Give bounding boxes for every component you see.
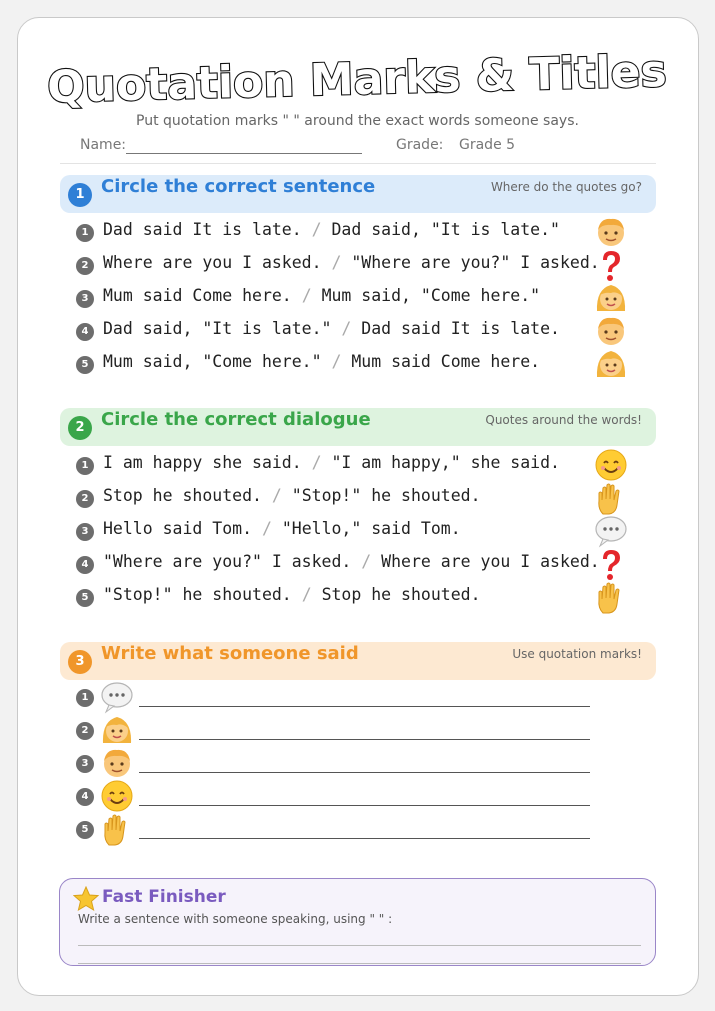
answer-options (103, 286, 540, 305)
option-b[interactable]: "Stop!" he shouted. (291, 486, 481, 505)
line-number: 2 (76, 722, 94, 740)
answer-options (103, 253, 600, 272)
option-separator: / (311, 220, 322, 239)
option-b[interactable]: Mum said, "Come here." (321, 286, 541, 305)
grade-value: Grade 5 (459, 137, 516, 153)
fast-finisher-box (59, 878, 656, 966)
question-number: 5 (76, 356, 94, 374)
raised-hand-icon (100, 812, 134, 846)
page-title: Quotation Marks & Titles (46, 46, 668, 114)
section-hint: Quotes around the words! (485, 413, 642, 427)
option-b[interactable]: "Where are you?" I asked. (351, 253, 600, 272)
name-label: Name: (80, 137, 127, 153)
fast-finisher-instruction: Write a sentence with someone speaking, using " " : (78, 912, 393, 926)
answer-options (103, 220, 560, 239)
option-separator: / (301, 286, 312, 305)
option-a[interactable]: "Stop!" he shouted. (103, 585, 292, 604)
section-title: Write what someone said (101, 643, 359, 664)
smiley-face-icon (594, 448, 628, 482)
option-b[interactable]: Stop he shouted. (321, 585, 481, 604)
section-number: 2 (68, 416, 92, 440)
option-separator: / (311, 453, 322, 472)
option-b[interactable]: Dad said It is late. (361, 319, 560, 338)
section-hint: Where do the quotes go? (490, 180, 642, 194)
raised-hand-icon (594, 481, 628, 515)
option-separator: / (271, 486, 282, 505)
answer-options (103, 319, 560, 338)
answer-options (103, 519, 461, 538)
answer-options (103, 453, 560, 472)
subtitle: Put quotation marks " " around the exact words someone says. (136, 113, 579, 129)
answer-line[interactable] (78, 945, 641, 946)
boy-face-icon (594, 215, 628, 249)
option-a[interactable]: Stop he shouted. (103, 486, 262, 505)
woman-face-icon (594, 347, 628, 381)
line-number: 1 (76, 689, 94, 707)
answer-options (103, 352, 540, 371)
section-title: Circle the correct dialogue (101, 409, 371, 430)
option-a[interactable]: Mum said, "Come here." (103, 352, 322, 371)
answer-options (103, 552, 600, 571)
speech-bubble-icon (100, 680, 134, 714)
raised-hand-icon (594, 580, 628, 614)
section-2-header (60, 408, 656, 446)
speech-bubble-icon (594, 514, 628, 548)
star-icon (73, 886, 99, 912)
boy-face-icon (100, 746, 134, 780)
question-number: 3 (76, 523, 94, 541)
question-number: 2 (76, 257, 94, 275)
option-a[interactable]: Mum said Come here. (103, 286, 292, 305)
section-title: Circle the correct sentence (101, 176, 376, 197)
question-number: 1 (76, 224, 94, 242)
option-a[interactable]: I am happy she said. (103, 453, 302, 472)
option-a[interactable]: Hello said Tom. (103, 519, 253, 538)
boy-face-icon (594, 314, 628, 348)
writing-line[interactable] (139, 706, 590, 707)
question-number: 5 (76, 589, 94, 607)
fast-finisher-title: Fast Finisher (102, 887, 226, 907)
writing-line[interactable] (139, 838, 590, 839)
question-number: 1 (76, 457, 94, 475)
question-mark-icon (594, 547, 628, 581)
title-banner (0, 46, 715, 116)
answer-options (103, 585, 481, 604)
answer-options (103, 486, 481, 505)
writing-line[interactable] (139, 739, 590, 740)
question-number: 3 (76, 290, 94, 308)
option-b[interactable]: "I am happy," she said. (331, 453, 560, 472)
section-1-header (60, 175, 656, 213)
line-number: 3 (76, 755, 94, 773)
smiley-face-icon (100, 779, 134, 813)
divider (60, 163, 656, 164)
writing-line[interactable] (139, 805, 590, 806)
option-b[interactable]: Where are you I asked. (381, 552, 600, 571)
option-b[interactable]: Mum said Come here. (351, 352, 541, 371)
question-number: 2 (76, 490, 94, 508)
woman-face-icon (594, 281, 628, 315)
option-separator: / (341, 319, 352, 338)
option-a[interactable]: "Where are you?" I asked. (103, 552, 352, 571)
option-b[interactable]: "Hello," said Tom. (281, 519, 461, 538)
section-hint: Use quotation marks! (512, 647, 642, 661)
line-number: 4 (76, 788, 94, 806)
option-a[interactable]: Dad said It is late. (103, 220, 302, 239)
option-b[interactable]: Dad said, "It is late." (331, 220, 560, 239)
option-separator: / (301, 585, 312, 604)
woman-face-icon (100, 713, 134, 747)
option-separator: / (331, 352, 342, 371)
name-field[interactable] (126, 153, 362, 154)
question-number: 4 (76, 323, 94, 341)
option-separator: / (361, 552, 372, 571)
option-a[interactable]: Dad said, "It is late." (103, 319, 332, 338)
line-number: 5 (76, 821, 94, 839)
option-a[interactable]: Where are you I asked. (103, 253, 322, 272)
section-number: 3 (68, 650, 92, 674)
section-number: 1 (68, 183, 92, 207)
question-number: 4 (76, 556, 94, 574)
section-3-header (60, 642, 656, 680)
writing-line[interactable] (139, 772, 590, 773)
grade-label: Grade: (396, 137, 444, 153)
option-separator: / (331, 253, 342, 272)
question-mark-icon (594, 248, 628, 282)
answer-line[interactable] (78, 963, 641, 964)
option-separator: / (261, 519, 272, 538)
